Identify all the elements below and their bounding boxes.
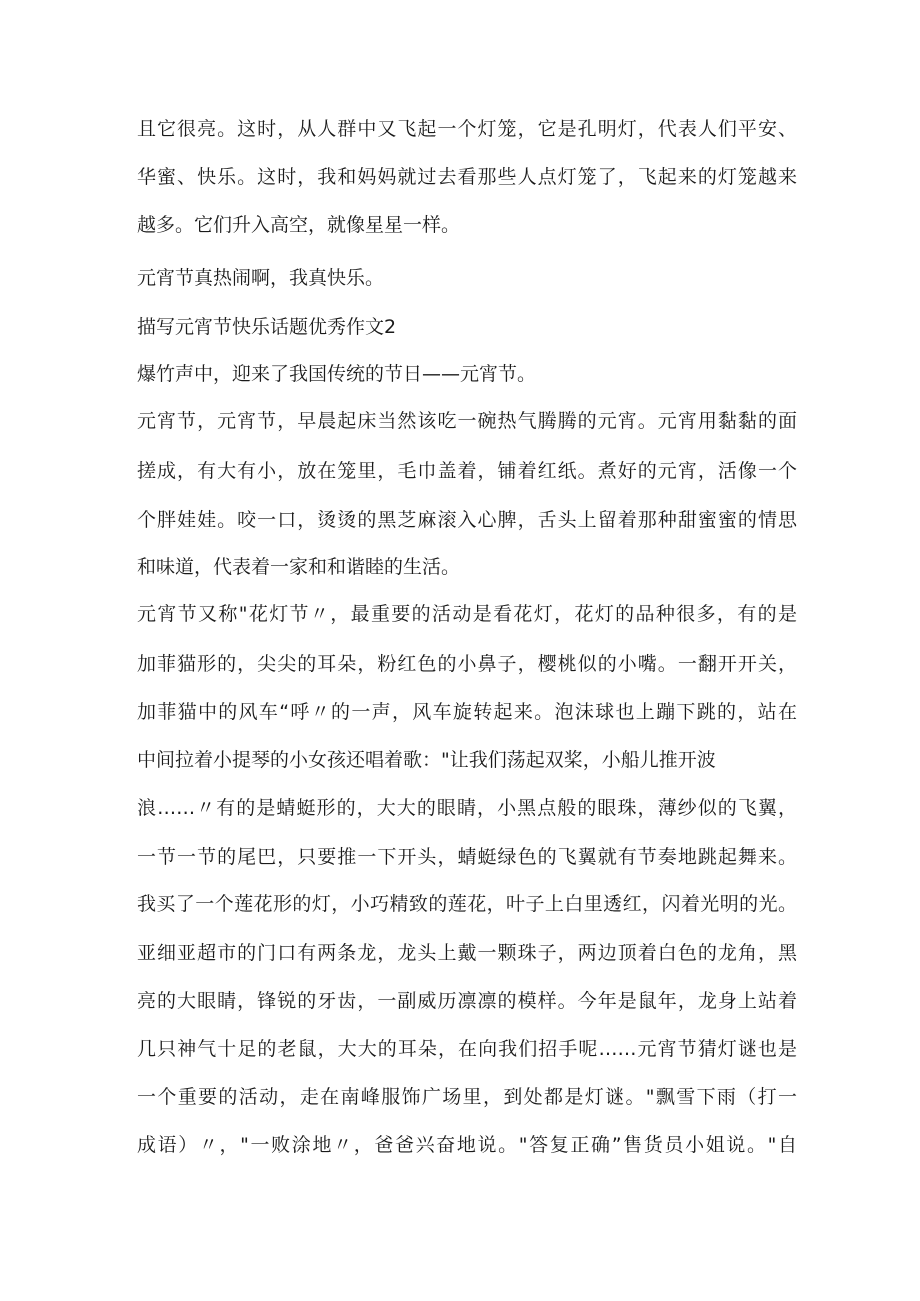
text-line: 和味道，代表着一家和和谐睦的生活。 <box>137 556 461 578</box>
text-line: 成语）〃，"一败涂地〃，爸爸兴奋地说。"答复正确”售货员小姐说。"自 <box>137 1134 797 1156</box>
text-line: 几只神气十足的老鼠，大大的耳朵，在向我们招手呢……元宵节猜灯谜也是 <box>137 1038 797 1060</box>
text-line: 元宵节又称"花灯节〃，最重要的活动是看花灯，花灯的品种很多，有的是 <box>137 603 797 625</box>
text-line: 且它很亮。这时，从人群中又飞起一个灯笼，它是孔明灯，代表人们平安、 <box>137 118 797 140</box>
text-line: 亮的大眼睛，锋锐的牙齿，一副威历凛凛的模样。今年是鼠年，龙身上站着 <box>137 990 797 1012</box>
text-line: 越多。它们升入高空，就像星星一样。 <box>137 214 461 236</box>
text-line: 一个重要的活动，走在南峰服饰广场里，到处都是灯谜。"飘雪下雨（打一 <box>137 1086 797 1108</box>
text-line: 中间拉着小提琴的小女孩还唱着歌："让我们荡起双桨，小船儿推开波 <box>137 749 716 771</box>
text-line: 搓成，有大有小，放在笼里，毛巾盖着，铺着红纸。煮好的元宵，活像一个 <box>137 460 797 482</box>
text-line: 一节一节的尾巴，只要推一下开头，蜻蜓绿色的飞翼就有节奏地跳起舞来。 <box>137 846 797 868</box>
text-line: 我买了一个莲花形的灯，小巧精致的莲花，叶子上白里透红，闪着光明的光。 <box>137 893 797 915</box>
text-line: 元宵节，元宵节，早晨起床当然该吃一碗热气腾腾的元宵。元宵用黏黏的面 <box>137 410 797 432</box>
text-line: 爆竹声中，迎来了我国传统的节日——元宵节。 <box>137 363 537 385</box>
text-line: 元宵节真热闹啊，我真快乐。 <box>137 267 385 289</box>
text-line: 个胖娃娃。咬一口，烫烫的黑芝麻滚入心脾，舌头上留着那种甜蜜蜜的情思 <box>137 509 797 531</box>
text-line: 加菲猫形的，尖尖的耳朵，粉红色的小鼻子，樱桃似的小嘴。一翻开开关， <box>137 653 797 675</box>
section-heading: 描写元宵节快乐话题优秀作文2 <box>137 316 397 338</box>
text-line: 华蜜、快乐。这时，我和妈妈就过去看那些人点灯笼了，飞起来的灯笼越来 <box>137 166 797 188</box>
text-line: 浪……〃有的是蜻蜓形的，大大的眼睛，小黑点般的眼珠，薄纱似的飞翼， <box>137 797 797 819</box>
text-line: 亚细亚超市的门口有两条龙，龙头上戴一颗珠子，两边顶着白色的龙角，黑 <box>137 942 797 964</box>
text-line: 加菲猫中的风车“呼〃的一声，风车旋转起来。泡沫球也上蹦下跳的，站在 <box>137 701 797 723</box>
